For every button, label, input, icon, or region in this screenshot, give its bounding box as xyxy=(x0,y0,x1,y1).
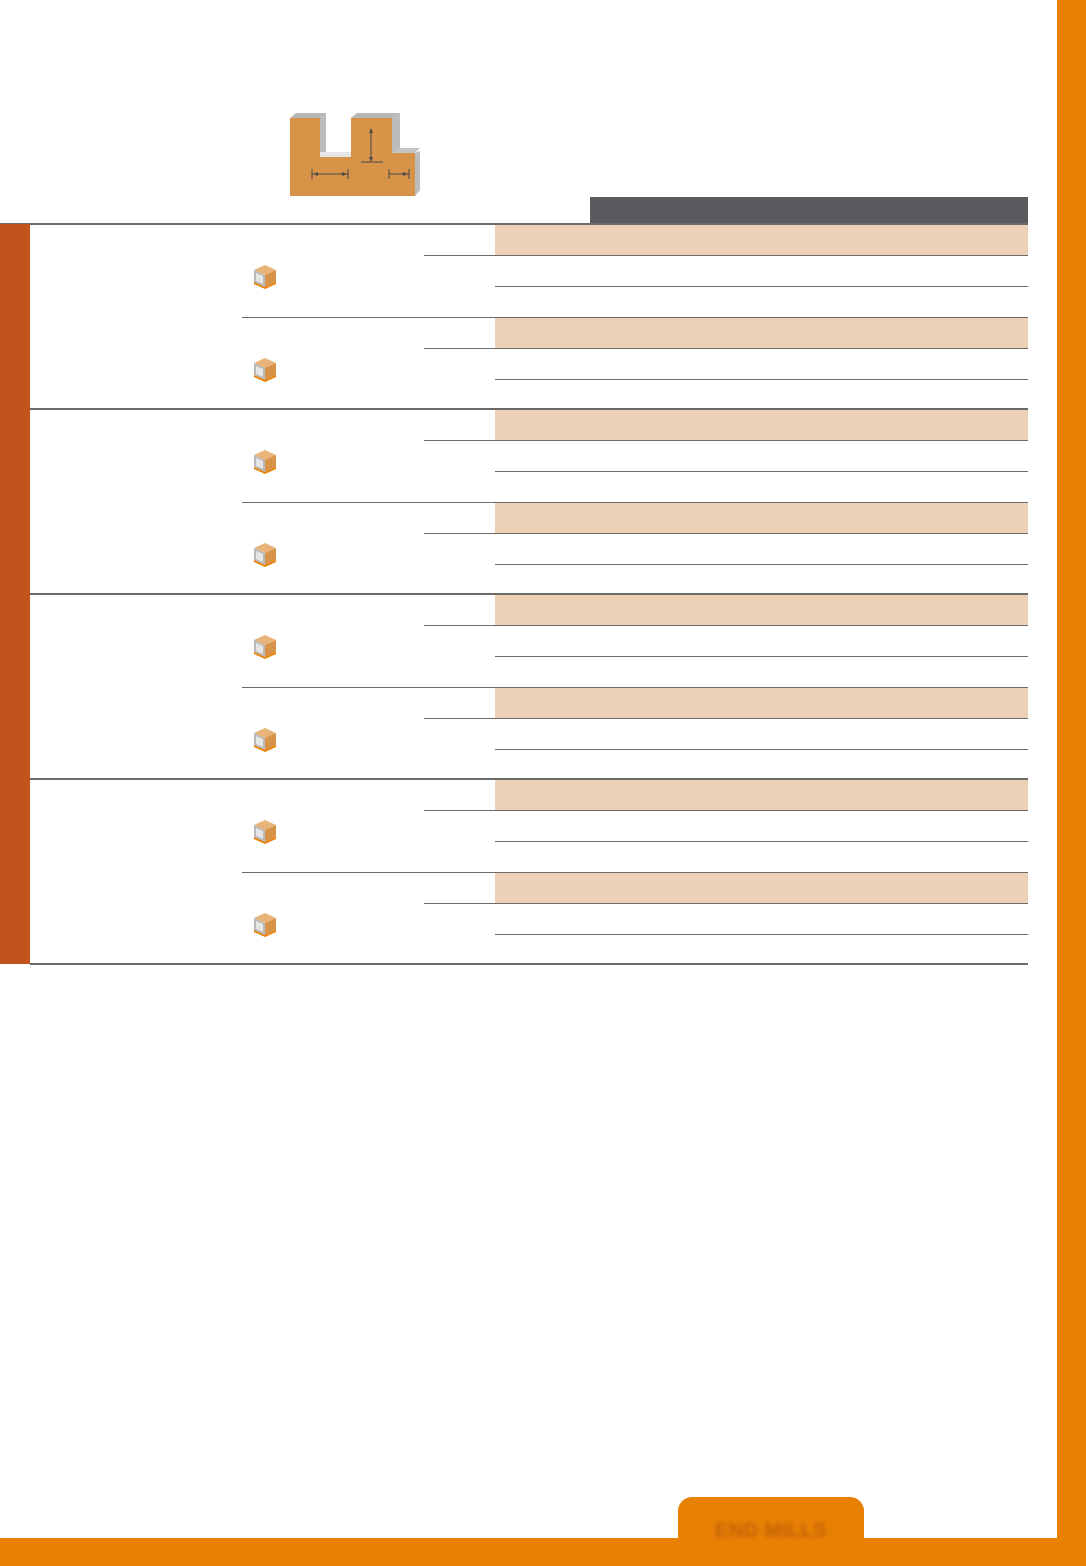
material-cube-icon xyxy=(252,541,278,567)
material-cube-icon xyxy=(252,633,278,659)
material-cube-icon xyxy=(252,263,278,289)
group-rule xyxy=(30,963,1028,965)
section-tab-label: END MILLS xyxy=(714,1520,828,1542)
row-rule xyxy=(424,255,495,256)
material-cube-icon xyxy=(252,911,278,937)
row-rule xyxy=(424,348,495,349)
material-cube-icon xyxy=(252,726,278,752)
slot-dimension-diagram-icon xyxy=(285,112,425,202)
peach-row xyxy=(495,318,1028,348)
row-rule xyxy=(495,255,1028,256)
peach-row xyxy=(495,780,1028,810)
row-rule xyxy=(424,903,495,904)
row-rule xyxy=(424,625,495,626)
row-rule xyxy=(495,286,1028,287)
row-rule xyxy=(495,379,1028,380)
row-rule xyxy=(495,749,1028,750)
row-rule xyxy=(424,810,495,811)
peach-row xyxy=(495,503,1028,533)
material-cube-icon xyxy=(252,818,278,844)
table-header-bar xyxy=(590,197,1028,224)
page-frame-right xyxy=(1057,0,1086,1566)
section-tab-end-mills[interactable] xyxy=(678,1497,864,1566)
page-frame-bottom xyxy=(0,1538,1086,1566)
row-rule xyxy=(495,718,1028,719)
row-rule xyxy=(495,471,1028,472)
peach-row xyxy=(495,225,1028,255)
row-rule xyxy=(495,841,1028,842)
row-rule xyxy=(495,440,1028,441)
peach-row xyxy=(495,595,1028,625)
peach-row xyxy=(495,688,1028,718)
row-rule xyxy=(495,533,1028,534)
row-rule xyxy=(495,625,1028,626)
row-rule xyxy=(495,564,1028,565)
row-rule xyxy=(495,903,1028,904)
row-rule xyxy=(424,440,495,441)
material-cube-icon xyxy=(252,356,278,382)
row-rule xyxy=(424,533,495,534)
row-rule xyxy=(424,718,495,719)
row-rule xyxy=(495,810,1028,811)
row-rule xyxy=(495,656,1028,657)
peach-row xyxy=(495,873,1028,903)
row-rule xyxy=(495,934,1028,935)
peach-row xyxy=(495,410,1028,440)
row-rule xyxy=(495,348,1028,349)
table-side-band xyxy=(0,224,30,964)
material-cube-icon xyxy=(252,448,278,474)
